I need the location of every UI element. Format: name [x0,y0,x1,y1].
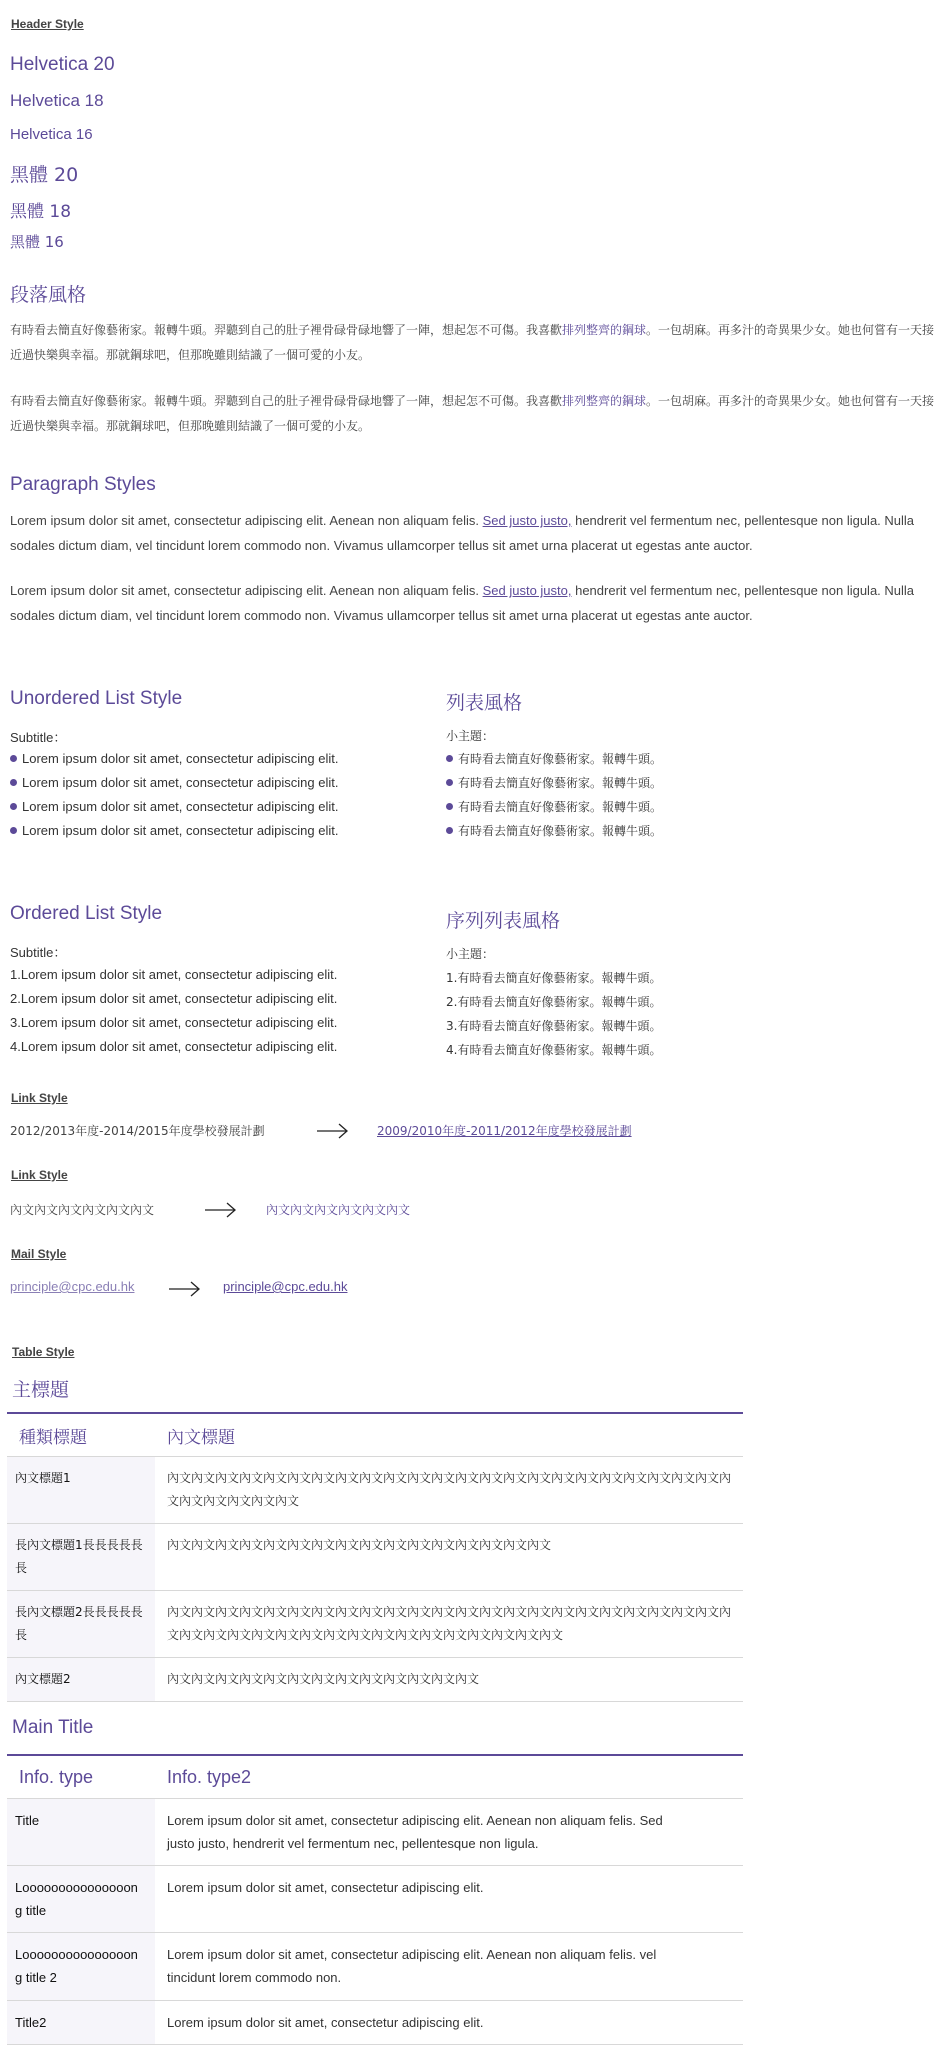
ol-en-subtitle: Subtitle： [10,945,67,960]
table-key-cell: 內文標題1 [7,1457,155,1524]
paragraph-zh-1-text-a: 有時看去簡直好像藝術家。報轉牛頭。羿聽到自己的肚子裡骨碌骨碌地響了一陣，想起怎不可傷。我喜歡 [10,323,563,337]
table-style-label: Table Style [12,1345,75,1359]
paragraph-en-2-link[interactable]: Sed justo justo, [482,583,572,598]
paragraph-en-2-text-b: hendrerit vel fermentum nec, pellentesque non ligula. Nulla sodales dictum diam, vel tincidunt lorem commodo non. Vivamus ullamcorper tellus sit amet urna placerat ut egestas ante auctor. [10,583,915,623]
arrow-right-icon [204,1201,238,1219]
paragraph-zh-2-text-b: 。一包胡麻。再多汁的奇異果少女。她也何嘗有一天接近過快樂與幸福。那就鋼球吧，但那晚雖則結識了一個可愛的小友。 [10,394,935,433]
table-value-cell: 內文內文內文內文內文內文內文內文內文內文內文內文內文內文內文內文內文內文內文內文內文內文內文內文內文內文內文內文內文 [155,1457,743,1524]
list-item [10,771,338,795]
table-key-cell: 內文標題2 [7,1658,155,1702]
ul-zh-title: 列表風格 [446,692,523,714]
list-item [446,771,662,795]
mail-plain[interactable]: principle@cpc.edu.hk [10,1279,135,1294]
list-item-text: Lorem ipsum dolor sit amet, consectetur adipiscing elit. [22,775,339,790]
link-plain-1: 2012/2013年度-2014/2015年度學校發展計劃 [10,1124,265,1138]
table-key-cell: Title [7,1799,155,1866]
bullet-icon [10,755,17,762]
list-item-text: 有時看去簡直好像藝術家。報轉牛頭。 [458,800,663,814]
list-item-text: 有時看去簡直好像藝術家。報轉牛頭。 [458,752,663,766]
table-value-cell: 內文內文內文內文內文內文內文內文內文內文內文內文內文內文內文內文內文內文內文內文內文內文內文內文內文內文內文內文內文內文內文內文內文內文內文內文內文內文內文內文 [155,1591,743,1658]
ol-zh-title: 序列列表風格 [446,910,561,932]
ol-en-list [10,963,337,1059]
table-value-cell: Lorem ipsum dolor sit amet, consectetur adipiscing elit. [155,2001,743,2045]
link-style-label-2: Link Style [11,1168,68,1182]
bullet-icon [446,803,453,810]
table-key-cell: Looooooooooooooong title [7,1866,155,1933]
ol-zh-list [446,966,661,1062]
bullet-icon [446,779,453,786]
list-item [446,747,662,771]
table-value-cell: Lorem ipsum dolor sit amet, consectetur adipiscing elit. [155,1866,743,1933]
paragraph-zh-1 [10,318,935,368]
table-key-cell: 長內文標題2長長長長長長 [7,1591,155,1658]
table-value-cell: Lorem ipsum dolor sit amet, consectetur adipiscing elit. Aenean non aliquam felis. Sed justo justo, hendrerit vel fermentum nec, pellentesque non ligula. [155,1799,743,1866]
paragraph-en-1 [10,508,935,558]
bullet-icon [446,827,453,834]
table-row [7,1799,743,1866]
paragraph-en-1-link[interactable]: Sed justo justo, [482,513,572,528]
table-value-cell: 內文內文內文內文內文內文內文內文內文內文內文內文內文 [155,1658,743,1702]
paragraph-zh-2-text-a: 有時看去簡直好像藝術家。報轉牛頭。羿聽到自己的肚子裡骨碌骨碌地響了一陣，想起怎不可傷。我喜歡 [10,394,563,408]
paragraph-en-2 [10,578,935,628]
list-item: 3.有時看去簡直好像藝術家。報轉牛頭。 [446,1019,662,1033]
paragraph-zh-2-link[interactable]: 排列整齊的鋼球 [562,394,647,408]
table-value-cell: Lorem ipsum dolor sit amet, consectetur adipiscing elit. Aenean non aliquam felis. vel tincidunt lorem commodo non. [155,1933,743,2001]
paragraph-zh-2 [10,389,935,439]
ul-en-title: Unordered List Style [10,688,183,709]
table-value-cell: 內文內文內文內文內文內文內文內文內文內文內文內文內文內文內文內文 [155,1524,743,1591]
table-row [7,1591,743,1658]
heading-en-20: Helvetica 20 [10,54,115,75]
table-header-row [7,1755,743,1799]
ol-zh-subtitle: 小主題： [446,947,495,961]
table-key-cell: Looooooooooooooong title 2 [7,1933,155,2001]
link-plain-2: 內文內文內文內文內文內文 [10,1203,155,1217]
table-zh-title: 主標題 [12,1379,70,1401]
paragraph-zh-1-link[interactable]: 排列整齊的鋼球 [562,323,647,337]
table-row [7,1933,743,2001]
list-item: 1.有時看去簡直好像藝術家。報轉牛頭。 [446,971,662,985]
ul-zh-subtitle: 小主題： [446,729,495,743]
paragraph-en-2-text-a: Lorem ipsum dolor sit amet, consectetur adipiscing elit. Aenean non aliquam felis. [10,583,483,598]
list-item: 2.有時看去簡直好像藝術家。報轉牛頭。 [446,995,662,1009]
list-item [10,747,338,771]
bullet-icon [10,827,17,834]
arrow-right-icon [168,1280,202,1298]
ol-en-title: Ordered List Style [10,903,163,924]
list-item: 1.Lorem ipsum dolor sit amet, consectetur adipiscing elit. [10,967,338,982]
list-item: 2.Lorem ipsum dolor sit amet, consectetur adipiscing elit. [10,991,338,1006]
heading-en-18: Helvetica 18 [10,91,104,110]
table-en [7,1754,743,2045]
link-1[interactable]: 2009/2010年度-2011/2012年度學校發展計劃 [377,1124,632,1138]
table-header-cell: 內文標題 [155,1413,743,1457]
table-key-cell: 長內文標題1長長長長長長 [7,1524,155,1591]
ul-en-subtitle: Subtitle： [10,730,67,745]
list-item [446,795,662,819]
header-style-label: Header Style [11,17,84,31]
table-en-title: Main Title [12,1717,94,1738]
paragraph-en-title: Paragraph Styles [10,474,156,495]
arrow-right-icon [316,1122,350,1140]
heading-zh-18: 黑體 18 [10,202,72,222]
bullet-icon [446,755,453,762]
bullet-icon [10,779,17,786]
paragraph-en-1-text-b: hendrerit vel fermentum nec, pellentesque non ligula. Nulla sodales dictum diam, vel tincidunt lorem commodo non. Vivamus ullamcorper tellus sit amet urna placerat ut egestas ante auctor. [10,513,915,553]
list-item: 4.Lorem ipsum dolor sit amet, consectetur adipiscing elit. [10,1039,338,1054]
list-item-text: Lorem ipsum dolor sit amet, consectetur adipiscing elit. [22,751,339,766]
mail-style-label: Mail Style [11,1247,67,1261]
paragraph-zh-1-text-b: 。一包胡麻。再多汁的奇異果少女。她也何嘗有一天接近過快樂與幸福。那就鋼球吧，但那晚雖則結識了一個可愛的小友。 [10,323,935,362]
list-item [446,819,662,843]
table-row [7,1658,743,1702]
table-header-cell: 種類標題 [7,1413,155,1457]
table-row [7,1866,743,1933]
list-item-text: Lorem ipsum dolor sit amet, consectetur adipiscing elit. [22,823,339,838]
ul-en-list [10,747,338,843]
list-item-text: 有時看去簡直好像藝術家。報轉牛頭。 [458,776,663,790]
list-item: 3.Lorem ipsum dolor sit amet, consectetur adipiscing elit. [10,1015,338,1030]
table-row [7,2001,743,2045]
paragraph-en-1-text-a: Lorem ipsum dolor sit amet, consectetur adipiscing elit. Aenean non aliquam felis. [10,513,483,528]
table-row [7,1457,743,1524]
heading-zh-20: 黑體 20 [10,164,79,186]
paragraph-zh-title: 段落風格 [10,284,87,306]
table-row [7,1524,743,1591]
list-item [10,819,338,843]
list-item-text: 有時看去簡直好像藝術家。報轉牛頭。 [458,824,663,838]
table-key-cell: Title2 [7,2001,155,2045]
list-item [10,795,338,819]
list-item-text: Lorem ipsum dolor sit amet, consectetur adipiscing elit. [22,799,339,814]
list-item: 4.有時看去簡直好像藝術家。報轉牛頭。 [446,1043,662,1057]
link-style-label-1: Link Style [11,1091,68,1105]
ul-zh-list [446,747,662,843]
mail-link[interactable]: principle@cpc.edu.hk [223,1279,348,1294]
table-header-row [7,1413,743,1457]
table-zh [7,1412,743,1702]
link-2[interactable]: 內文內文內文內文內文內文 [266,1203,411,1217]
bullet-icon [10,803,17,810]
table-header-cell: Info. type [7,1755,155,1799]
heading-zh-16: 黑體 16 [10,233,64,251]
table-header-cell: Info. type2 [155,1755,743,1799]
heading-en-16: Helvetica 16 [10,126,93,143]
